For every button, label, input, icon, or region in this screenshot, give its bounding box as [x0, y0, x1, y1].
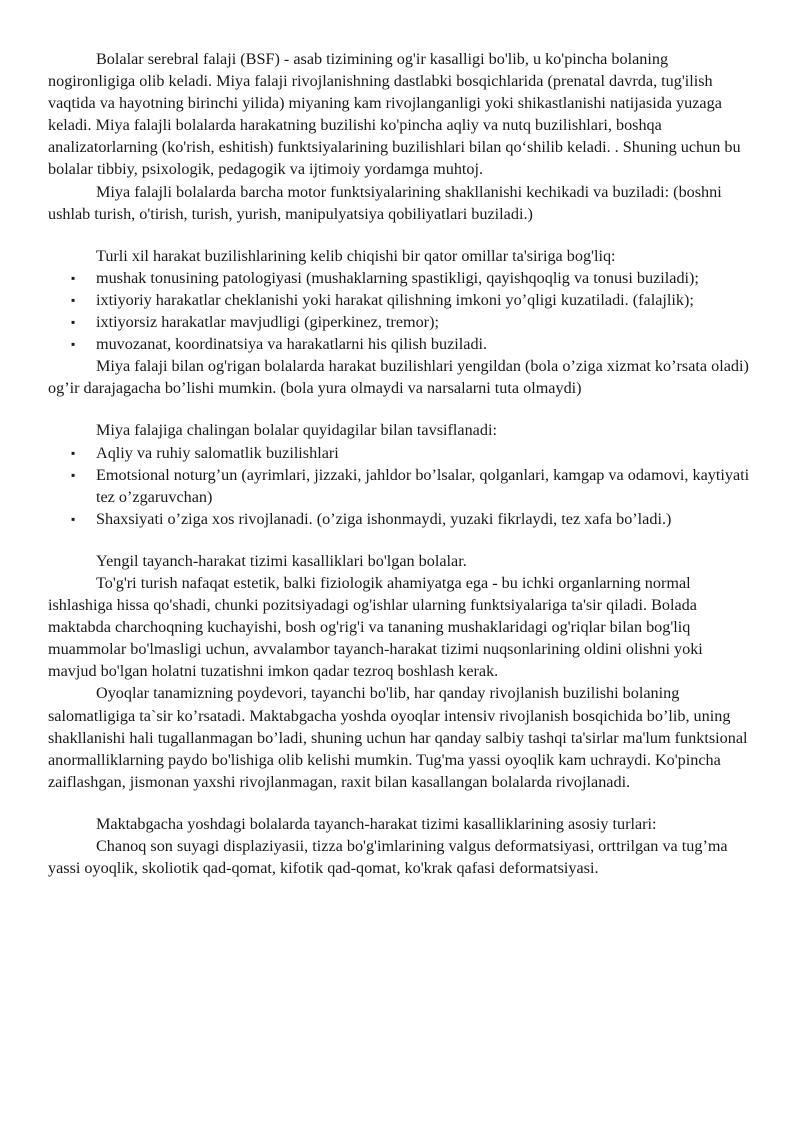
paragraph-posture: To'g'ri turish nafaqat estetik, balki fiziologik ahamiyatga ega - bu ichki organlarning normal ishlashiga hissa qo'shadi, chunki pozitsiyadagi og'ishlar ularning funktsiyalariga ta'sir qiladi. Bolada maktabda charchoqning kuchayishi, bosh og'rig'i va tananing mushaklaridagi og'riqlar bilan bog'liq muammolar bo'lmasligi uchun, avvalambor tayanch-harakat tizimi nuqsonlarining oldini olishni yoki mavjud bo'lgan holatni tuzatishni imkon qadar tezroq boshlash kerak. [48, 573, 703, 681]
paragraph-movement-factors: Turli xil harakat buzilishlarining kelib chiqishi bir qator omillar ta'siriga bog'liq: [96, 246, 616, 265]
list-item [48, 311, 754, 333]
document-page [48, 48, 754, 879]
list-item-text: mushak tonusining patologiyasi (mushaklarning spastikligi, qayishqoqlig va tonusi buziladi); [96, 268, 699, 287]
list-item-text: Emotsional noturg’un (ayrimlari, jizzaki, jahldor bo’lsalar, qolganlari, kamgap va odamovi, kaytiyati tez o’zgaruvchan) [96, 465, 750, 506]
paragraph-motor-functions: Miya falajli bolalarda barcha motor funktsiyalarining shakllanishi kechikadi va buziladi: (boshni ushlab turish, o'tirish, turish, yurish, manipulyatsiya qobiliyatlari buziladi.) [48, 182, 722, 223]
paragraph-bsf-intro: Bolalar serebral falaji (BSF) - asab tizimining og'ir kasalligi bo'lib, u ko'pincha bolaning nogironligiga olib keladi. Miya falaji rivojlanishning dastlabki bosqichlarida (prenatal davrda, tug'ilish vaqtida va hayotning birinchi yilida) miyaning kam rivojlanganligi yoki shikastlanishi natijasida yuzaga keladi. Miya falajli bolalarda harakatning buzilishi ko'pincha aqliy va nutq buzilishlari, boshqa analizatorlarning (ko'rish, eshitish) funktsiyalarining buzilishlari bilan qo‘shilib keladi. . Shuning uchun bu bolalar tibbiy, psixologik, pedagogik va ijtimoiy yordamga muhtoj. [48, 50, 741, 179]
bullet-icon: ▪ [71, 467, 76, 482]
section-heading-musculoskeletal: Yengil tayanch-harakat tizimi kasalliklari bo'lgan bolalar. [96, 551, 467, 570]
paragraph-spacer [48, 399, 754, 419]
paragraph-spacer [48, 225, 754, 245]
paragraph-feet: Oyoqlar tanamizning poydevori, tayanchi bo'lib, har qanday rivojlanish buzilishi bolaning salomatligiga ta`sir ko’rsatadi. Maktabgacha yoshda oyoqlar intensiv rivojlanish bosqichida bo’lib, uning shakllanishi hali tugallanmagan bo’ladi, shuning uchun har qanday salbiy tashqi ta'sirlar ma'lum funktsional anormalliklarning paydo bo'lishiga olib kelishi mumkin. Tug'ma yassi oyoqlik kam uchraydi. Ko'pincha zaiflashgan, jismonan yaxshi rivojlanmagan, raxit bilan kasallangan bolalarda rivojlanadi. [48, 684, 748, 791]
list-item-text: Shaxsiyati o’ziga xos rivojlanadi. (o’ziga ishonmaydi, yuzaki fikrlaydi, tez xafa bo’ladi.) [96, 509, 672, 528]
bullet-icon: ▪ [71, 315, 76, 330]
list-item-text: muvozanat, koordinatsiya va harakatlarni his qilish buziladi. [96, 335, 488, 354]
paragraph-severity: Miya falaji bilan og'rigan bolalarda harakat buzilishlari yengildan (bola o’ziga xizmat ko’rsata oladi) og’ir darajagacha bo’lishi mumkin. (bola yura olmaydi va narsalarni tuta olmaydi) [48, 357, 749, 398]
paragraph-characteristics: Miya falajiga chalingan bolalar quyidagilar bilan tavsiflanadi: [96, 421, 497, 440]
paragraph-spacer [48, 530, 754, 550]
characteristics-list [48, 442, 754, 530]
list-item-text: Aqliy va ruhiy salomatlik buzilishlari [96, 443, 339, 462]
bullet-icon: ▪ [71, 337, 76, 352]
paragraph-spacer [48, 793, 754, 813]
list-item-text: ixtiyoriy harakatlar cheklanishi yoki harakat qilishning imkoni yo’qligi kuzatiladi. (falajlik); [96, 290, 694, 309]
bullet-icon: ▪ [71, 445, 76, 460]
bullet-icon: ▪ [71, 292, 76, 307]
list-item [48, 508, 754, 530]
list-item [48, 333, 754, 355]
list-item [48, 267, 754, 289]
bullet-icon: ▪ [71, 270, 76, 285]
list-item [48, 442, 754, 464]
list-item [48, 464, 754, 508]
bullet-icon: ▪ [71, 511, 76, 526]
paragraph-main-types: Maktabgacha yoshdagi bolalarda tayanch-harakat tizimi kasalliklarining asosiy turlari: [96, 814, 657, 833]
movement-factors-list [48, 267, 754, 355]
paragraph-types-detail: Chanoq son suyagi displaziyasii, tizza bo'g'imlarining valgus deformatsiyasi, orttrilgan va tug’ma yassi oyoqlik, skoliotik qad-qomat, kifotik qad-qomat, ko'krak qafasi deformatsiyasi. [48, 837, 728, 878]
list-item-text: ixtiyorsiz harakatlar mavjudligi (giperkinez, tremor); [96, 313, 439, 332]
list-item [48, 289, 754, 311]
